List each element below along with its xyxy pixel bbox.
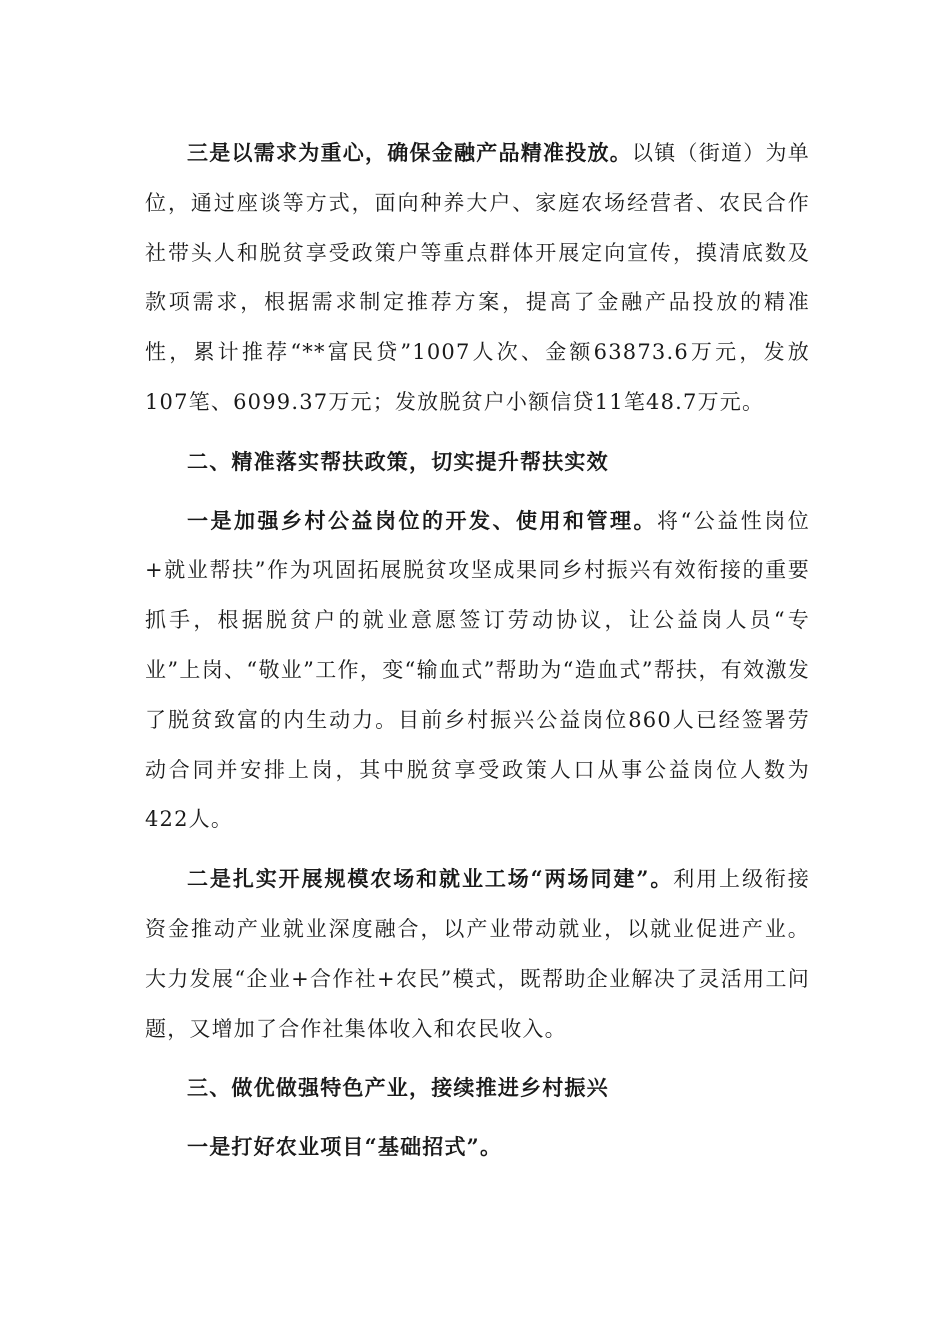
document-page [145,128,810,1173]
paragraph-public-posts [145,496,810,846]
paragraph-lead: 一是打好农业项目“基础招式”。 [187,1134,503,1160]
paragraph-lead: 二是扎实开展规模农场和就业工场“两场同建”。 [187,866,674,892]
section-heading-2: 二、精准落实帮扶政策，切实提升帮扶实效 [187,448,609,474]
paragraph-lead: 一是加强乡村公益岗位的开发、使用和管理。 [187,507,658,533]
paragraph-financial-products [145,128,810,428]
paragraph-body: 利用上级衔接资金推动产业就业深度融合，以产业带动就业，以就业促进产业。大力发展“企业+合作社+农民”模式，既帮助企业解决了灵活用工问题，又增加了合作社集体收入和农民收入。 [145,867,810,1041]
paragraph-lead: 三是以需求为重心，确保金融产品精准投放。 [187,140,633,165]
section-heading-3: 三、做优做强特色产业，接续推进乡村振兴 [187,1075,609,1101]
paragraph-body: 将“公益性岗位+就业帮扶”作为巩固拓展脱贫攻坚成果同乡村振兴有效衔接的重要抓手，根据脱贫户的就业意愿签订劳动协议，让公益岗人员“专业”上岗、“敬业”工作，变“输血式”帮助为“造血式”帮扶，有效激发了脱贫致富的内生动力。目前乡村振兴公益岗位860人已经签署劳动合同并安排上岗，其中脱贫享受政策人口从事公益岗位人数为422人。 [145,508,810,832]
paragraph-body: 以镇（街道）为单位，通过座谈等方式，面向种养大户、家庭农场经营者、农民合作社带头人和脱贫享受政策户等重点群体开展定向宣传，摸清底数及款项需求，根据需求制定推荐方案，提高了金融产品投放的精准性，累计推荐“**富民贷”1007人次、金额63873.6万元，发放107笔、6099.37万元；发放脱贫户小额信贷11笔48.7万元。 [145,141,810,414]
paragraph-agri-projects [145,1122,810,1173]
paragraph-two-sites [145,854,810,1054]
